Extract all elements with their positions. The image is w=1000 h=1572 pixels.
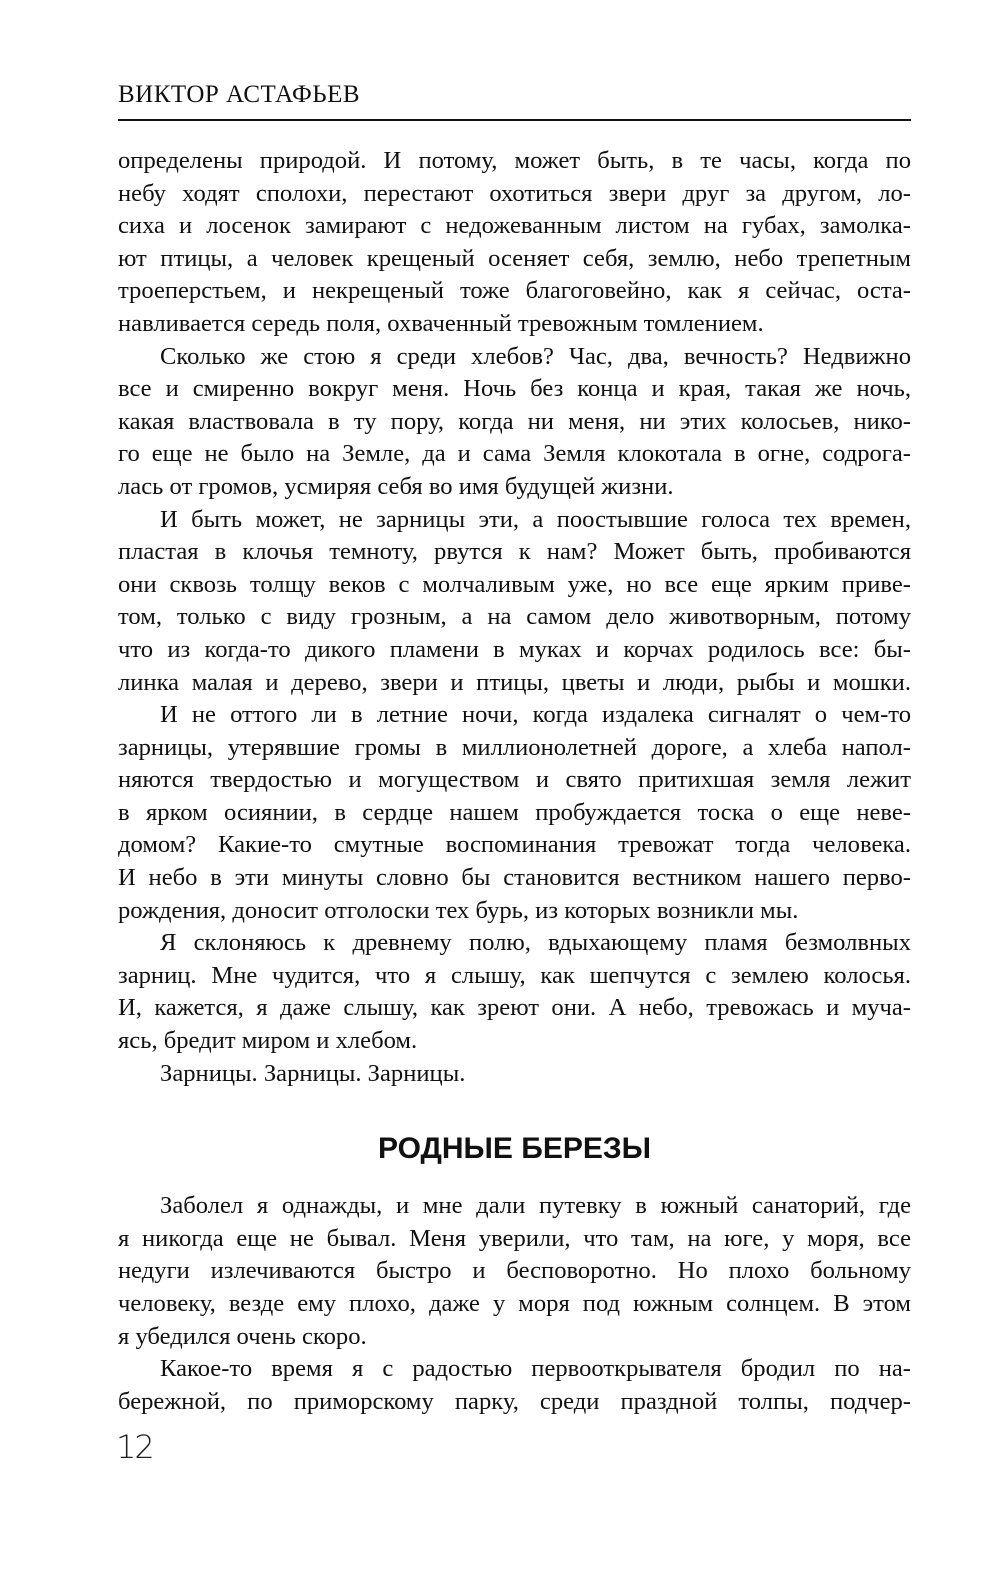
text-line: они сквозь толщу веков с молчаливым уже, но все еще ярким приве- bbox=[118, 570, 911, 598]
page-body bbox=[118, 145, 911, 1418]
text-line: сиха и лосенок замирают с недожеванным листом на губах, замолка- bbox=[118, 212, 911, 240]
text-line: пластая в клочья темноту, рвутся к нам? Может быть, пробиваются bbox=[118, 538, 911, 566]
text-line: Заболел я однажды, и мне дали путевку в южный санаторий, где bbox=[160, 1192, 911, 1220]
text-line: бережной, по приморскому парку, среди праздной толпы, подчер- bbox=[118, 1387, 911, 1415]
text-line: домом? Какие-то смутные воспоминания тревожат тогда человека. bbox=[118, 831, 911, 859]
text-line: Я склоняюсь к древнему полю, вдыхающему пламя безмолвных bbox=[160, 929, 911, 957]
text-line: троеперстьем, и некрещеный тоже благоговейно, как я сейчас, оста- bbox=[118, 277, 911, 305]
text-line: зарниц. Мне чудится, что я слышу, как шепчутся с землею колосья. bbox=[118, 961, 911, 989]
text-line: няются твердостью и могуществом и свято притихшая земля лежит bbox=[118, 766, 911, 794]
text-line: Какое-то время я с радостью первооткрывателя бродил по на- bbox=[160, 1355, 911, 1383]
text-line: ют птицы, а человек крещеный осеняет себя, землю, небо трепетным bbox=[118, 244, 911, 272]
text-line: И не оттого ли в летние ночи, когда издалека сигналят о чем-то bbox=[160, 701, 911, 729]
text-line: зарницы, утерявшие громы в миллионолетней дороге, а хлеба напол- bbox=[118, 733, 911, 761]
text-line: го еще не было на Земле, да и сама Земля клокотала в огне, содрога- bbox=[118, 440, 911, 468]
text-line: том, только с виду грозным, а на самом дело животворным, потому bbox=[118, 603, 911, 631]
running-header-author: ВИКТОР АСТАФЬЕВ bbox=[118, 81, 361, 108]
text-line: какая властвовала в ту пору, когда ни меня, ни этих колосьев, нико- bbox=[118, 407, 911, 435]
text-line: в ярком осиянии, в сердце нашем пробуждается тоска о еще неве- bbox=[118, 798, 911, 826]
text-line: все и смиренно вокруг меня. Ночь без конца и края, такая же ночь, bbox=[118, 375, 911, 403]
text-line: определены природой. И потому, может быть, в те часы, когда по bbox=[118, 147, 911, 174]
text-line: И небо в эти минуты словно бы становится вестником нашего перво- bbox=[118, 864, 911, 892]
text-line: я никогда еще не бывал. Меня уверили, что там, на юге, у моря, все bbox=[118, 1224, 911, 1252]
text-line: я убедился очень скоро. bbox=[118, 1322, 367, 1350]
text-line: Зарницы. Зарницы. Зарницы. bbox=[160, 1059, 466, 1087]
text-line: навливается середь поля, охваченный тревожным томлением. bbox=[118, 309, 764, 337]
text-line: недуги излечиваются быстро и бесповоротно. Но плохо больному bbox=[118, 1257, 911, 1285]
page-number: 12 bbox=[116, 1428, 153, 1466]
text-line: что из когда-то дикого пламени в муках и корчах родилось все: бы- bbox=[118, 635, 911, 663]
text-line: И быть может, не зарницы эти, а поостывшие голоса тех времен, bbox=[160, 505, 911, 533]
text-line: рождения, доносит отголоски тех бурь, из которых возникли мы. bbox=[118, 896, 799, 924]
chapter-title: РОДНЫЕ БЕРЕЗЫ bbox=[377, 1132, 652, 1166]
text-line: человеку, везде ему плохо, даже у моря под южным солнцем. В этом bbox=[118, 1290, 911, 1317]
text-line: небу ходят сполохи, перестают охотиться звери друг за другом, ло- bbox=[118, 179, 911, 207]
text-line: ясь, бредит миром и хлебом. bbox=[118, 1027, 418, 1055]
text-line: Сколько же стою я среди хлебов? Час, два, вечность? Недвижно bbox=[160, 342, 911, 370]
text-line: линка малая и дерево, звери и птицы, цветы и люди, рыбы и мошки. bbox=[118, 668, 911, 696]
text-line: лась от громов, усмиряя себя во имя будущей жизни. bbox=[118, 472, 674, 500]
text-line: И, кажется, я даже слышу, как зреют они. А небо, тревожась и муча- bbox=[118, 994, 911, 1022]
header-rule bbox=[118, 119, 911, 121]
